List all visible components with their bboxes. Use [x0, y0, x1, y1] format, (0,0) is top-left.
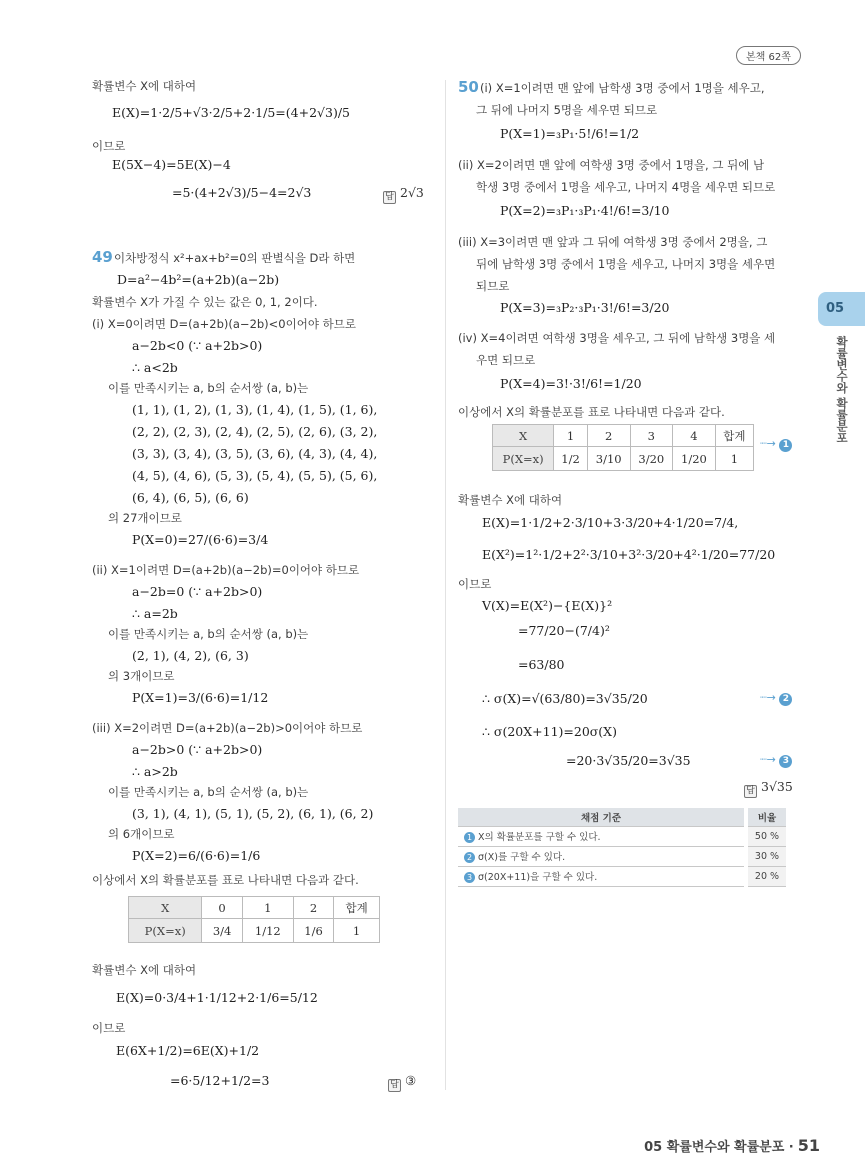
- table-cell: 2: [587, 425, 630, 447]
- step-2-icon: 2: [464, 852, 475, 863]
- table-cell: X: [129, 897, 202, 919]
- text-line: P(X=1)=3/(6·6)=1/12: [132, 690, 269, 705]
- criteria-text: σ(X)를 구할 수 있다.: [478, 852, 566, 863]
- table-cell: 1/6: [293, 919, 333, 943]
- text-line: P(X=2)=₃P₁·₃P₁·4!/6!=3/10: [500, 203, 670, 218]
- ratio-value: 30 %: [746, 846, 786, 866]
- text-line: 이를 만족시키는 a, b의 순서쌍 (a, b)는: [108, 381, 309, 395]
- text-line: (1, 1), (1, 2), (1, 3), (1, 4), (1, 5), (1, 6),: [132, 402, 378, 417]
- step-3-icon: 3: [464, 872, 475, 883]
- text-line: ∴ σ(20X+11)=20σ(X): [482, 724, 617, 739]
- chapter-title: 확률변수와 확률분포: [835, 336, 849, 444]
- text-line: (i) X=0이려면 D=(a+2b)(a−2b)<0이어야 하므로: [92, 317, 356, 331]
- answer-50: 답 3√35: [744, 779, 793, 798]
- text-line: E(X)=0·3/4+1·1/12+2·1/6=5/12: [116, 990, 318, 1005]
- text-line: P(X=3)=₃P₂·₃P₁·3!/6!=3/20: [500, 300, 670, 315]
- text-line: ∴ σ(X)=√(63/80)=3√35/20: [482, 691, 648, 706]
- text-line: =20·3√35/20=3√35: [566, 753, 691, 768]
- page-footer: [644, 1136, 820, 1155]
- text-line: E(X)=1·1/2+2·3/10+3·3/20+4·1/20=7/4,: [482, 515, 739, 530]
- text-line: 이를 만족시키는 a, b의 순서쌍 (a, b)는: [108, 785, 309, 799]
- text-line: E(X²)=1²·1/2+2²·3/10+3²·3/20+4²·1/20=77/20: [482, 547, 776, 562]
- text-line: =77/20−(7/4)²: [518, 623, 610, 638]
- step-marker: ┈→ 2: [760, 691, 792, 706]
- text-line: 그 뒤에 나머지 5명을 세우면 되므로: [476, 103, 658, 117]
- text-line: 이상에서 X의 확률분포를 표로 나타내면 다음과 같다.: [458, 405, 725, 419]
- grading-table: [458, 808, 786, 887]
- table-cell: 4: [673, 425, 716, 447]
- text-line: E(X)=1·2/5+√3·2/5+2·1/5=(4+2√3)/5: [112, 105, 350, 120]
- step-number-icon: 2: [779, 693, 792, 706]
- table-cell: 1: [242, 897, 293, 919]
- text-line: 뒤에 남학생 3명 중에서 1명을 세우고, 나머지 3명을 세우면: [476, 257, 776, 271]
- text-line: a−2b<0 (∵ a+2b>0): [132, 338, 263, 353]
- table-cell: 3/20: [630, 447, 673, 471]
- text-line: D=a²−4b²=(a+2b)(a−2b): [117, 272, 280, 287]
- table-cell: 3: [630, 425, 673, 447]
- text-line: ∴ a>2b: [132, 764, 178, 779]
- text-line: 이므로: [458, 577, 492, 591]
- table-cell: 3/4: [202, 919, 242, 943]
- table-cell: 1: [334, 919, 380, 943]
- text-line: P(X=2)=6/(6·6)=1/6: [132, 848, 261, 863]
- answer-icon: 답: [744, 785, 757, 798]
- table-cell: 1/12: [242, 919, 293, 943]
- text-line: 이므로: [92, 1021, 126, 1035]
- table-row: [493, 425, 754, 447]
- text-line: E(6X+1/2)=6E(X)+1/2: [116, 1043, 260, 1058]
- text-line: 의 6개이므로: [108, 827, 175, 841]
- distribution-table-50: [492, 424, 754, 471]
- grading-row: [458, 846, 786, 866]
- answer-icon: 답: [388, 1079, 401, 1092]
- table-cell: 합계: [334, 897, 380, 919]
- ratio-value: 20 %: [746, 866, 786, 886]
- text-line: 의 27개이므로: [108, 511, 182, 525]
- text-line: P(X=0)=27/(6·6)=3/4: [132, 532, 269, 547]
- text-line: 이므로: [92, 139, 126, 153]
- problem-number-50: 50: [458, 78, 479, 96]
- text-line: (3, 1), (4, 1), (5, 1), (5, 2), (6, 1), (6, 2): [132, 806, 374, 821]
- text-line: (iv) X=4이려면 여학생 3명을 세우고, 그 뒤에 남학생 3명을 세: [458, 331, 776, 345]
- criteria-header: 채점 기준: [458, 808, 746, 826]
- table-cell: 2: [293, 897, 333, 919]
- step-number-icon: 1: [779, 439, 792, 452]
- table-cell: X: [493, 425, 554, 447]
- text-line: a−2b=0 (∵ a+2b>0): [132, 584, 263, 599]
- table-cell: 1/2: [554, 447, 588, 471]
- text-line: (4, 5), (4, 6), (5, 3), (5, 4), (5, 5), (5, 6),: [132, 468, 378, 483]
- text-line: ∴ a<2b: [132, 360, 178, 375]
- text-line: (ii) X=1이려면 D=(a+2b)(a−2b)=0이어야 하므로: [92, 563, 360, 577]
- text-line: V(X)=E(X²)−{E(X)}²: [482, 598, 613, 613]
- text-line: (iii) X=2이려면 D=(a+2b)(a−2b)>0이어야 하므로: [92, 721, 363, 735]
- grading-header: [458, 808, 786, 826]
- answer-49: 답 ③: [388, 1073, 416, 1092]
- text-line: 확률변수 X에 대하여: [92, 963, 197, 977]
- ratio-value: 50 %: [746, 826, 786, 846]
- table-cell: 합계: [715, 425, 753, 447]
- text-line: (2, 2), (2, 3), (2, 4), (2, 5), (2, 6), (3, 2),: [132, 424, 378, 439]
- table-cell: 3/10: [587, 447, 630, 471]
- column-divider: [445, 80, 446, 1090]
- text-line: 확률변수 X에 대하여: [92, 79, 197, 93]
- ratio-header: 비율: [746, 808, 786, 826]
- table-row: [129, 897, 380, 919]
- table-cell: 1/20: [673, 447, 716, 471]
- text-line: (6, 4), (6, 5), (6, 6): [132, 490, 249, 505]
- grading-row: [458, 826, 786, 846]
- grading-row: [458, 866, 786, 886]
- text-line: 학생 3명 중에서 1명을 세우고, 나머지 4명을 세우면 되므로: [476, 180, 776, 194]
- distribution-table-49: [128, 896, 380, 943]
- criteria-text: σ(20X+11)을 구할 수 있다.: [478, 872, 598, 883]
- text-line: 이를 만족시키는 a, b의 순서쌍 (a, b)는: [108, 627, 309, 641]
- text-line: (ii) X=2이려면 맨 앞에 여학생 3명 중에서 1명을, 그 뒤에 남: [458, 158, 765, 172]
- text-line: 이차방정식 x²+ax+b²=0의 판별식을 D라 하면: [114, 251, 356, 265]
- text-line: =6·5/12+1/2=3: [170, 1073, 270, 1088]
- text-line: 의 3개이므로: [108, 669, 175, 683]
- table-row: [129, 919, 380, 943]
- text-line: (3, 3), (3, 4), (3, 5), (3, 6), (4, 3), (4, 4),: [132, 446, 378, 461]
- table-cell: 0: [202, 897, 242, 919]
- text-line: 이상에서 X의 확률분포를 표로 나타내면 다음과 같다.: [92, 873, 359, 887]
- table-cell: 1: [715, 447, 753, 471]
- text-line: a−2b>0 (∵ a+2b>0): [132, 742, 263, 757]
- answer-prev: 답 2√3: [383, 185, 424, 204]
- text-line: P(X=4)=3!·3!/6!=1/20: [500, 376, 642, 391]
- text-line: 확률변수 X가 가질 수 있는 값은 0, 1, 2이다.: [92, 295, 318, 309]
- text-line: P(X=1)=₃P₁·5!/6!=1/2: [500, 126, 640, 141]
- table-cell: 1: [554, 425, 588, 447]
- text-line: (iii) X=3이려면 맨 앞과 그 뒤에 여학생 3명 중에서 2명을, 그: [458, 235, 768, 249]
- text-line: ∴ a=2b: [132, 606, 178, 621]
- criteria-text: X의 확률분포를 구할 수 있다.: [478, 832, 601, 843]
- text-line: 되므로: [476, 279, 510, 293]
- page-number: 51: [797, 1136, 820, 1155]
- text-line: =63/80: [518, 657, 565, 672]
- step-marker: ┈→ 3: [760, 753, 792, 768]
- text-line: 확률변수 X에 대하여: [458, 493, 563, 507]
- table-cell: P(X=x): [493, 447, 554, 471]
- text-line: E(5X−4)=5E(X)−4: [112, 157, 231, 172]
- problem-number-49: 49: [92, 248, 113, 266]
- chapter-tab[interactable]: 05: [818, 292, 865, 326]
- table-cell: P(X=x): [129, 919, 202, 943]
- step-marker: ┈→ 1: [760, 437, 792, 452]
- answer-icon: 답: [383, 191, 396, 204]
- text-line: =5·(4+2√3)/5−4=2√3: [172, 185, 312, 200]
- reference-badge: 본책 62쪽: [736, 46, 801, 65]
- footer-section: 05 확률변수와 확률분포 ·: [644, 1140, 794, 1155]
- step-number-icon: 3: [779, 755, 792, 768]
- text-line: (i) X=1이려면 맨 앞에 남학생 3명 중에서 1명을 세우고,: [480, 81, 765, 95]
- text-line: 우면 되므로: [476, 353, 536, 367]
- table-row: [493, 447, 754, 471]
- text-line: (2, 1), (4, 2), (6, 3): [132, 648, 249, 663]
- step-1-icon: 1: [464, 832, 475, 843]
